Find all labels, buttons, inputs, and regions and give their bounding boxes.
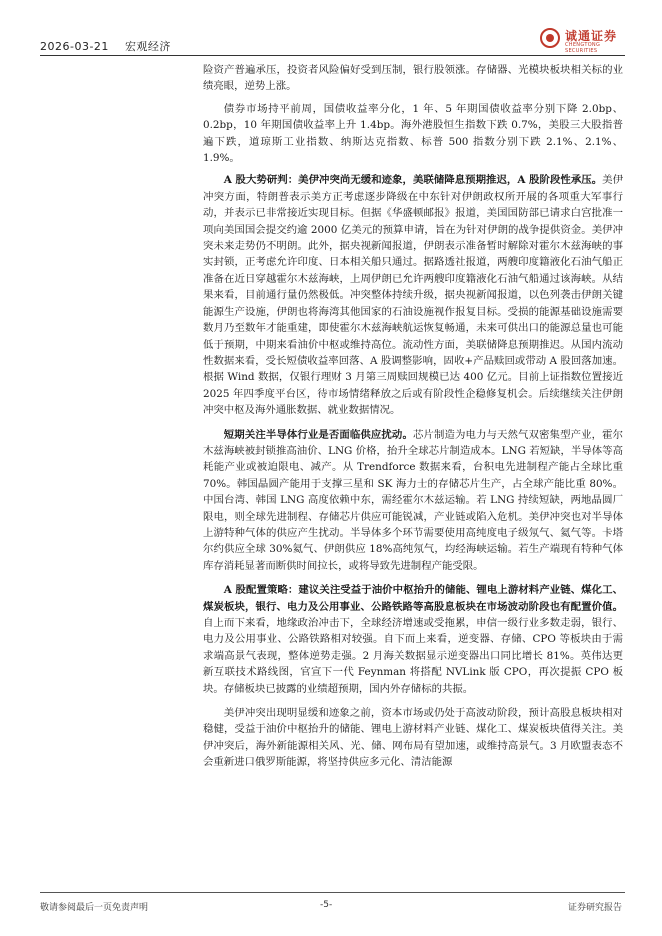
logo-emblem-icon xyxy=(540,28,560,48)
paragraph xyxy=(203,582,623,697)
header-category: 宏观经济 xyxy=(124,40,171,53)
paragraph-text: 险资产普遍承压，投资者风险偏好受到压制，银行股领涨。存储器、光模块板块相关标的业绩亮眼，逆势上涨。 xyxy=(203,64,623,93)
paragraph-text: 美伊冲突出现明显缓和迹象之前，资本市场或仍处于高波动阶段，预计高股息板块相对稳健，受益于油价中枢抬升的储能、锂电上游材料产业链、煤化工、煤炭板块值得关注。美伊冲突后，海外新能源相关风、光、储、网布局有望加速，或维持高景气。3 月欧盟表态不会重新进口俄罗斯能源，将坚持供应多元化、清洁能源 xyxy=(203,707,623,769)
paragraph xyxy=(203,705,623,771)
paragraph-text: 债券市场持平前周，国债收益率分化，1 年、5 年期国债收益率分别下降 2.0bp、0.2bp，10 年期国债收益率上升 1.4bp。海外港股恒生指数下跌 0.7%，美股三大股指普遍下跌，道琼斯工业指数、纳斯达克指数、标普 500 指数分别下跌 2.1%、2.1%、1.9%。 xyxy=(203,102,623,165)
report-body xyxy=(203,62,623,777)
page-number: -5- xyxy=(320,900,333,910)
page-header xyxy=(0,0,662,60)
header-date: 2026-03-21 xyxy=(40,40,109,53)
header-date-category xyxy=(40,38,171,54)
paragraph-lead: A 股大势研判：美伊冲突尚无缓和迹象，美联储降息预期推迟，A 股阶段性承压。 xyxy=(223,174,603,187)
footer-disclaimer: 敬请参阅最后一页免责声明 xyxy=(40,903,149,913)
paragraph xyxy=(203,172,623,418)
paragraph-text: 美伊冲突方面，特朗普表示美方正考虑逐步降级在中东针对伊朗政权所开展的各项重大军事行动，并表示已非常接近实现目标。但据《华盛顿邮报》报道，美国国防部已请求白宫批准一项向美国国会提交约逾 2000 亿美元的预算申请，旨在为针对伊朗的战争提供资金。美伊冲突未来走势仍不明朗。此外，据央视新闻报道，伊朗表示准备暂时解除对霍尔木兹海峡的事实封锁，正考虑允许印度、日本相关船只通过。据路透社报道，两艘印度籍液化石油气船正准备在近日穿越霍尔木兹海峡，上周伊朗已允许两艘印度籍液化石油气船通过该海峡。从结果来看，目前通行量仍然极低。冲突整体持续升级，据央视新闻报道，以色列袭击伊朗关键能源生产设施，伊朗也将海湾其他国家的石油设施视作报复目标。受损的能源基础设施需要数月乃至数年才能重建，即使霍尔木兹海峡航运恢复畅通，未来可供出口的能源总量也可能低于预期，中期来看油价中枢或维持高位。流动性方面，美联储降息预期推迟。从国内流动性数据来看，受长短债收益率回落、A 股调整影响，固收+产品赎回或带动 A 股回落加速。根据 Wind 数据，仅银行理财 3 月第三周赎回规模已达 400 亿元。目前上证指数位置接近 2025 年四季度平台区，待市场情绪释放之后或有阶段性企稳修复机会。后续继续关注伊朗冲突中枢及海外通胀数据、就业数据情况。 xyxy=(203,174,624,417)
paragraph-lead: 短期关注半导体行业是否面临供应扰动。 xyxy=(223,428,413,441)
paragraph xyxy=(203,101,623,167)
paragraph xyxy=(203,62,623,95)
paragraph-text: 自上而下来看，地缘政治冲击下，全球经济增速或受拖累，申信一级行业多数走弱，银行、电力及公用事业、公路铁路相对较强。自下而上来看，逆变器、存储、CPO 等板块由于需求端高景气表现，整体逆势走强。2 月海关数据显示逆变器出口同比增长 81%。英伟达更新互联技术路线图，官宣下一代 Feynman 将搭配 NVLink 版 CPO，再次提振 CPO 板块。存储板块已披露的业绩超预期，国内外存储标的共振。 xyxy=(203,617,623,695)
header-divider xyxy=(40,55,625,56)
logo-name-cn: 诚通证券 xyxy=(565,29,618,43)
paragraph-text: 芯片制造为电力与天然气双密集型产业，霍尔木兹海峡被封锁推高油价、LNG 价格，抬升全球芯片制造成本。LNG 若短缺，半导体等高耗能产业或被迫限电、减产。从 Trendforce 数据来看，台积电先进制程产能占全球比重 70%。韩国晶圆产能用于支撑三星和 SK 海力士的存储芯片生产，占全球产能比重 80%。中国台湾、韩国 LNG 高度依赖中东，需经霍尔木兹运输。若 LNG 持续短缺，两地晶圆厂限电，则全球先进制程、存储芯片供应可能锐减，产业链或陷入危机。美伊冲突也对半导体上游特种气体的供应产生扰动。半导体多个环节需要使用高纯度电子级氖气、氦气等。卡塔尔约供应全球 30%氦气、伊朗供应 18%高纯氖气，均经海峡运输。若生产端现有特种气体库存消耗显著而断供时间拉长，或将导致先进制程产能受限。 xyxy=(203,428,624,572)
logo-name-en: CHENGTONG SECURITIES xyxy=(565,42,601,54)
paragraph xyxy=(203,427,623,575)
footer-divider xyxy=(40,892,625,893)
footer-report-type: 证券研究报告 xyxy=(567,903,622,913)
paragraph-lead: A 股配置策略：建议关注受益于油价中枢抬升的储能、锂电上游材料产业链、煤化工、煤炭板块，银行、电力及公用事业、公路铁路等高股息板块在市场波动阶段也有配置价值。 xyxy=(203,584,623,613)
company-logo xyxy=(540,26,630,52)
